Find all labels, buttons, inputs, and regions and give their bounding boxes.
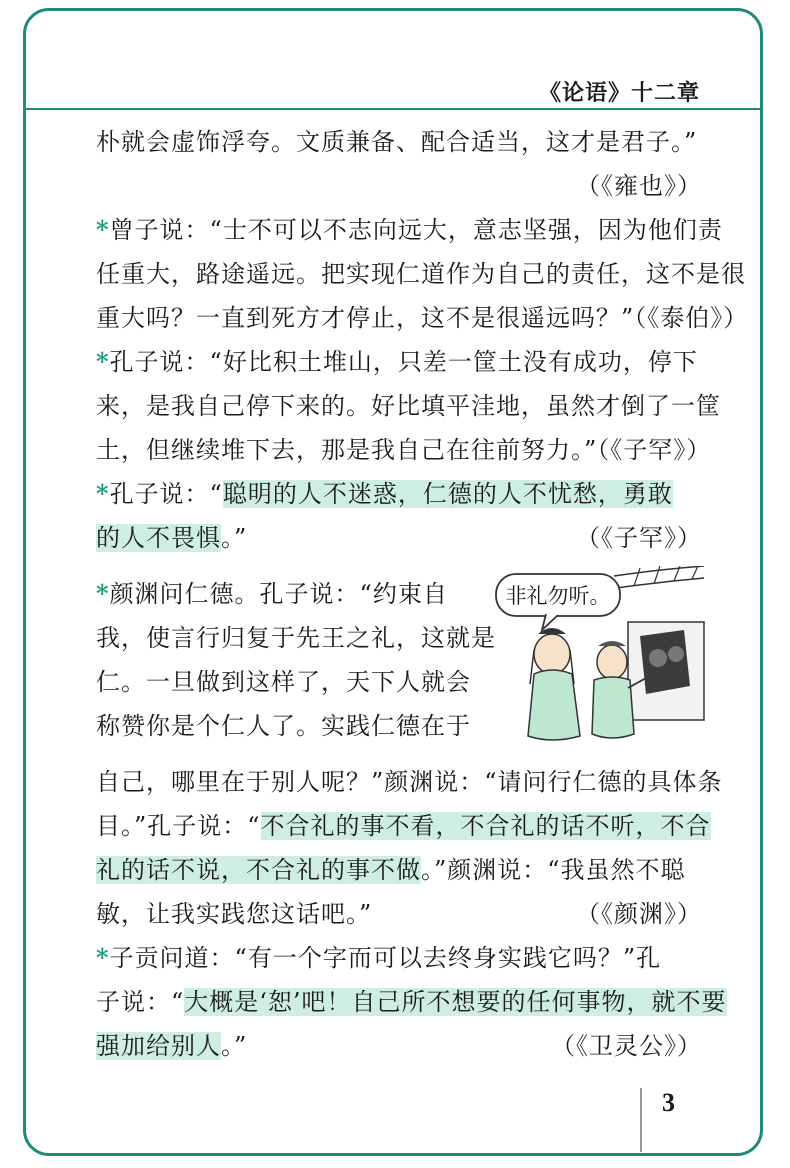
text-segment: 。”颜渊说：“我虽然不聪 — [421, 856, 686, 884]
text-segment: 自己，哪里在于别人呢？”颜渊说：“请问行仁德的具体条 — [96, 768, 723, 796]
highlighted-text: 强加给别人 — [96, 1032, 221, 1060]
text-segment: 土，但继续堆下去，那是我自己在往前努力。”（《子罕》） — [96, 436, 712, 464]
text-segment: （《颜渊》） — [576, 900, 702, 928]
text-segment: （《雍也》） — [576, 172, 702, 200]
text-segment: （《子罕》） — [576, 524, 702, 552]
text-line — [96, 432, 712, 468]
text-line — [96, 620, 496, 656]
text-line — [96, 476, 702, 512]
text-line — [96, 764, 723, 800]
text-segment: 。” — [221, 524, 248, 552]
text-line — [96, 388, 721, 424]
text-segment: 。” — [221, 1032, 248, 1060]
page-header-title: 《论语》十二章 — [538, 81, 700, 106]
illustration-drawing — [494, 566, 706, 746]
text-segment: 任重大，路途遥远。把实现仁道作为自己的责任，这不是很 — [96, 260, 746, 288]
text-segment: 目。”孔子说：“ — [96, 812, 261, 840]
page-number: 3 — [662, 1088, 675, 1117]
item-marker: * — [96, 479, 110, 508]
footer-divider — [640, 1088, 642, 1152]
citation-line — [96, 168, 702, 204]
text-line — [96, 984, 727, 1020]
text-segment: （《卫灵公》） — [551, 1032, 702, 1060]
text-segment: 颜渊问仁德。孔子说：“约束自 — [109, 580, 448, 608]
text-segment: 朴就会虚饰浮夸。文质兼备、配合适当，这才是君子。” — [96, 128, 698, 156]
text-line — [96, 708, 486, 744]
text-line — [96, 852, 702, 888]
text-line — [96, 256, 746, 292]
citation-line — [96, 520, 702, 556]
text-line — [96, 664, 486, 700]
citation-line — [96, 1028, 702, 1064]
text-line — [96, 808, 711, 844]
item-marker: * — [96, 215, 110, 244]
text-line — [96, 940, 702, 976]
text-segment: 孔子说：“好比积土堆山，只差一筐土没有成功，停下 — [109, 348, 698, 376]
text-line — [96, 576, 486, 612]
text-line — [96, 212, 723, 248]
text-segment: 曾子说：“士不可以不志向远大，意志坚强，因为他们责 — [109, 216, 723, 244]
highlighted-text: 大概是‘恕’吧！自己所不想要的任何事物，就不要 — [184, 988, 727, 1016]
item-marker: * — [96, 347, 110, 376]
text-segment: 重大吗？一直到死方才停止，这不是很遥远吗？”（《泰伯》） — [96, 304, 749, 332]
highlighted-text: 的人不畏惧 — [96, 524, 221, 552]
text-segment: 孔子说：“ — [109, 480, 223, 508]
text-line — [96, 344, 702, 380]
highlighted-text: 聪明的人不迷惑，仁德的人不忧愁，勇敢 — [222, 480, 673, 508]
header-divider — [26, 108, 763, 110]
text-segment: 来，是我自己停下来的。好比填平洼地，虽然才倒了一筐 — [96, 392, 721, 420]
text-segment: 称赞你是个仁人了。实践仁德在于 — [96, 712, 471, 740]
illustration-confucian-scholars — [494, 566, 706, 746]
citation-line — [96, 896, 702, 932]
text-segment: 敏，让我实践您这话吧。” — [96, 900, 373, 928]
speech-bubble-text: 非礼勿听。 — [505, 584, 611, 608]
highlighted-text: 不合礼的事不看，不合礼的话不听，不合 — [260, 812, 711, 840]
text-segment: 子说：“ — [96, 988, 185, 1016]
highlighted-text: 礼的话不说，不合礼的事不做 — [96, 856, 421, 884]
text-segment: 仁。一旦做到这样了，天下人就会 — [96, 668, 471, 696]
text-line — [96, 300, 749, 336]
text-line — [96, 124, 702, 160]
item-marker: * — [96, 579, 110, 608]
item-marker: * — [96, 943, 110, 972]
text-segment: 我，使言行归复于先王之礼，这就是 — [96, 624, 496, 652]
text-segment: 子贡问道：“有一个字而可以去终身实践它吗？”孔 — [109, 944, 662, 972]
